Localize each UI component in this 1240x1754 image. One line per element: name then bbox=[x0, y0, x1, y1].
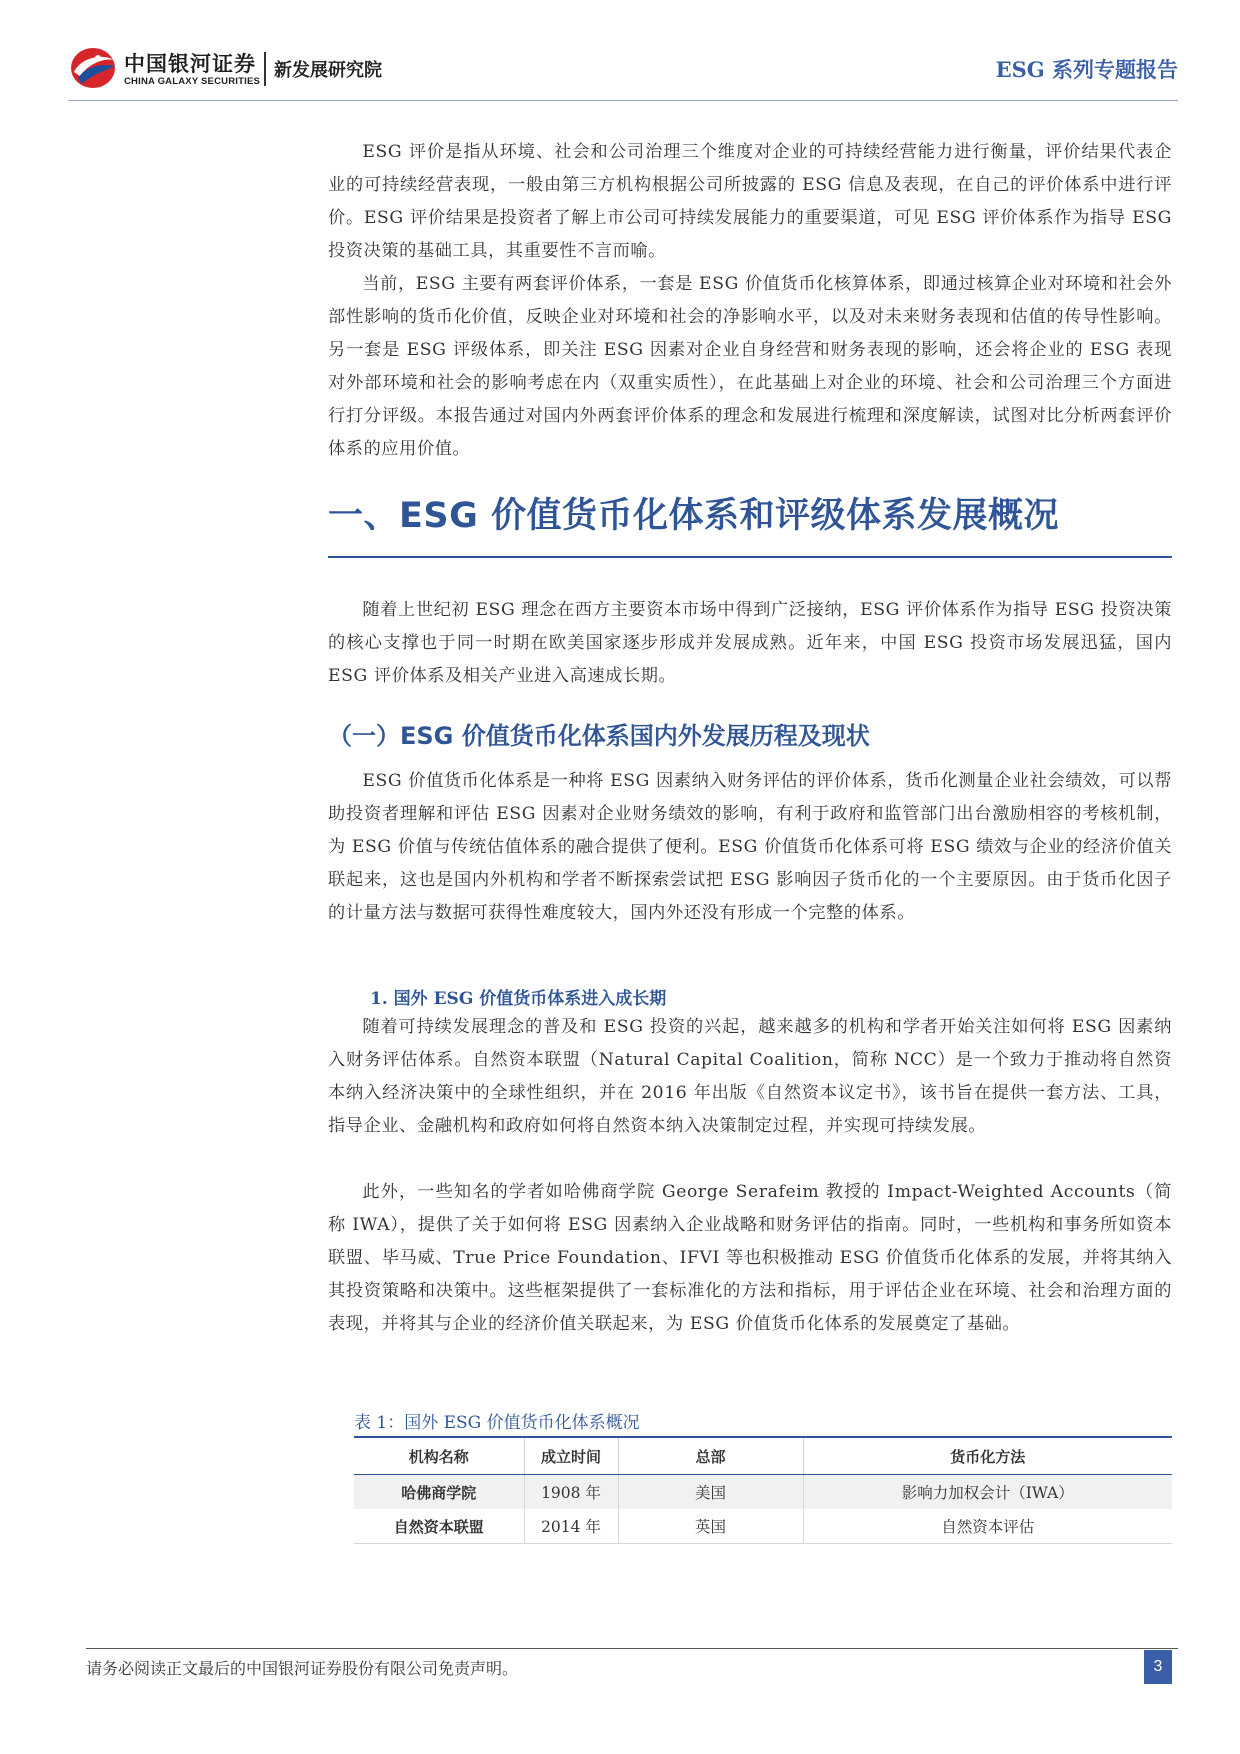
table-header-row bbox=[354, 1437, 1172, 1475]
table-cell: 自然资本联盟 bbox=[354, 1509, 524, 1544]
table-cell: 自然资本评估 bbox=[803, 1509, 1172, 1544]
galaxy-logo-icon bbox=[68, 46, 118, 90]
subsection-paragraph: ESG 价值货币化体系是一种将 ESG 因素纳入财务评估的评价体系，货币化测量企业社会绩效，可以帮助投资者理解和评估 ESG 因素对企业财务绩效的影响，有利于政府和监管部门出台激励相容的考核机制，为 ESG 价值与传统估值体系的融合提供了便利。ESG 价值货币化体系可将 ESG 绩效与企业的经济价值关联起来，这也是国内外机构和学者不断探索尝试把 ESG 影响因子货币化的一个主要原因。由于货币化因子的计量方法与数据可获得性难度较大，国内外还没有形成一个完整的体系。 bbox=[328, 771, 1172, 923]
page-number: 3 bbox=[1144, 1650, 1172, 1684]
table-cell: 美国 bbox=[618, 1475, 803, 1510]
intro-paragraph-1: ESG 评价是指从环境、社会和公司治理三个维度对企业的可持续经营能力进行衡量，评价结果代表企业的可持续经营表现，一般由第三方机构根据公司所披露的 ESG 信息及表现，在自己的评价体系中进行评价。ESG 评价结果是投资者了解上市公司可持续发展能力的重要渠道，可见 ESG 评价体系作为指导 ESG 投资决策的基础工具，其重要性不言而喻。 bbox=[328, 142, 1172, 261]
subsection-heading: （一）ESG 价值货币化体系国内外发展历程及现状 bbox=[328, 722, 870, 750]
overview-table bbox=[354, 1436, 1172, 1544]
table-cell: 哈佛商学院 bbox=[354, 1475, 524, 1510]
footer-disclaimer: 请务必阅读正文最后的中国银河证券股份有限公司免责声明。 bbox=[86, 1659, 519, 1678]
table-header-cell: 货币化方法 bbox=[803, 1437, 1172, 1475]
report-type: ESG 系列专题报告 bbox=[995, 57, 1178, 82]
brand-name-en: CHINA GALAXY SECURITIES bbox=[124, 76, 261, 87]
intro-paragraph-2: 当前，ESG 主要有两套评价体系，一套是 ESG 价值货币化核算体系，即通过核算企业对环境和社会外部性影响的货币化价值，反映企业对环境和社会的净影响水平，以及对未来财务表现和估值的传导性影响。另一套是 ESG 评级体系，即关注 ESG 因素对企业自身经营和财务表现的影响，还会将企业的 ESG 表现对外部环境和社会的影响考虑在内（双重实质性），在此基础上对企业的环境、社会和公司治理三个方面进行打分评级。本报告通过对国内外两套评价体系的理念和发展进行梳理和深度解读，试图对比分析两套评价体系的应用价值。 bbox=[328, 274, 1172, 459]
brand-name-cn: 中国银河证券 bbox=[124, 52, 256, 76]
table-cell: 1908 年 bbox=[524, 1475, 618, 1510]
page-header bbox=[68, 40, 1178, 100]
table-header-cell: 机构名称 bbox=[354, 1437, 524, 1475]
footer-rule bbox=[86, 1648, 1178, 1649]
institute-name: 新发展研究院 bbox=[274, 60, 382, 81]
table-cell: 影响力加权会计（IWA） bbox=[803, 1475, 1172, 1510]
table-header-cell: 总部 bbox=[618, 1437, 803, 1475]
table-title: 表 1：国外 ESG 价值货币化体系概况 bbox=[354, 1413, 640, 1433]
section-paragraph: 随着上世纪初 ESG 理念在西方主要资本市场中得到广泛接纳，ESG 评价体系作为指导 ESG 投资决策的核心支撑也于同一时期在欧美国家逐步形成并发展成熟。近年来，中国 ESG 投资市场发展迅猛，国内 ESG 评价体系及相关产业进入高速成长期。 bbox=[328, 600, 1172, 686]
body-paragraph-ncc: 随着可持续发展理念的普及和 ESG 投资的兴起，越来越多的机构和学者开始关注如何将 ESG 因素纳入财务评估体系。自然资本联盟（Natural Capital Coalition，简称 NCC）是一个致力于推动将自然资本纳入经济决策中的全球性组织，并在 2016 年出版《自然资本议定书》，该书旨在提供一套方法、工具，指导企业、金融机构和政府如何将自然资本纳入决策制定过程，并实现可持续发展。 bbox=[328, 1017, 1172, 1136]
table-cell: 英国 bbox=[618, 1509, 803, 1544]
table-cell: 2014 年 bbox=[524, 1509, 618, 1544]
section-heading-rule bbox=[328, 556, 1172, 558]
body-paragraph-iwa: 此外，一些知名的学者如哈佛商学院 George Serafeim 教授的 Impact-Weighted Accounts（简称 IWA），提供了关于如何将 ESG 因素纳入企业战略和财务评估的指南。同时，一些机构和事务所如资本联盟、毕马威、True Price Foundation、IFVI 等也积极推动 ESG 价值货币化体系的发展，并将其纳入其投资策略和决策中。这些框架提供了一套标准化的方法和指标，用于评估企业在环境、社会和治理方面的表现，并将其与企业的经济价值关联起来，为 ESG 价值货币化体系的发展奠定了基础。 bbox=[328, 1182, 1172, 1334]
header-rule bbox=[68, 100, 1178, 101]
table-row bbox=[354, 1509, 1172, 1544]
table-header-cell: 成立时间 bbox=[524, 1437, 618, 1475]
sub-subsection-heading: 1. 国外 ESG 价值货币体系进入成长期 bbox=[370, 989, 667, 1009]
header-divider bbox=[264, 52, 266, 86]
section-heading: 一、ESG 价值货币化体系和评级体系发展概况 bbox=[328, 496, 1060, 536]
table-row bbox=[354, 1475, 1172, 1510]
